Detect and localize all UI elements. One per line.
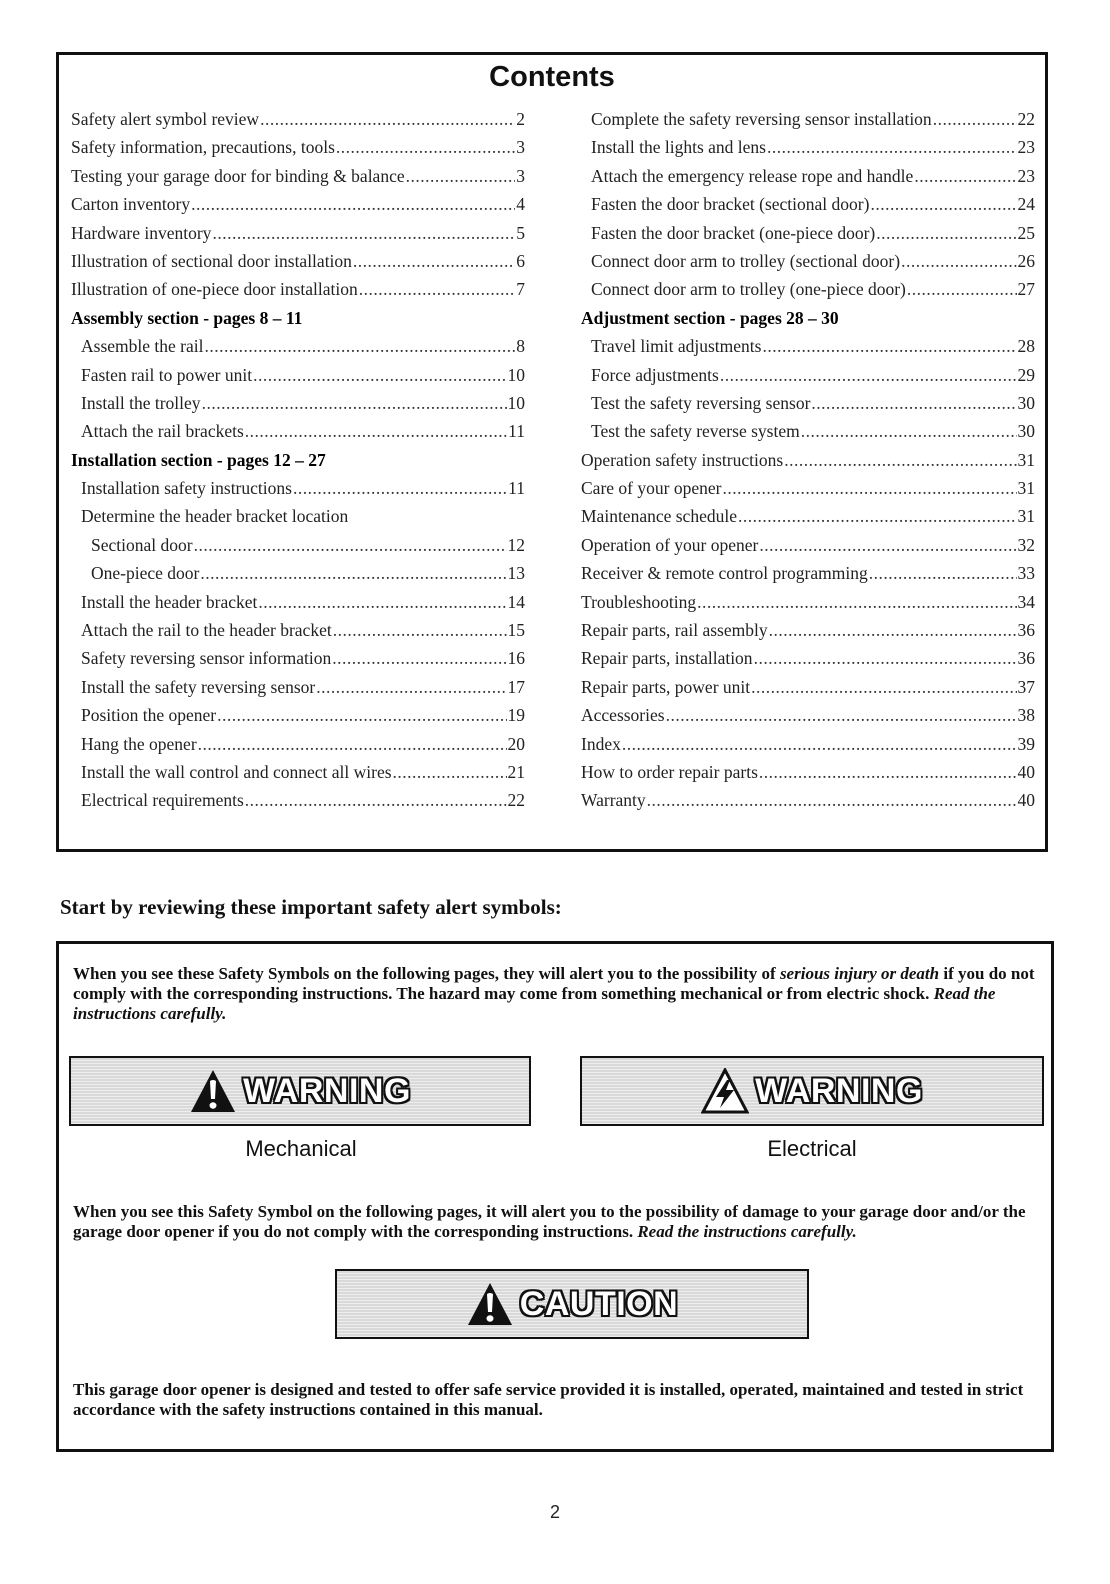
toc-entry: [71, 332, 525, 360]
toc-leader-dots: [901, 247, 1016, 275]
toc-leader-dots: [217, 701, 506, 729]
toc-entry-title: Accessories: [581, 705, 665, 726]
toc-leader-dots: [759, 531, 1016, 559]
toc-entry: [71, 786, 525, 814]
toc-leader-dots: [767, 133, 1017, 161]
toc-entry-title: Install the safety reversing sensor: [81, 676, 316, 697]
toc-leader-dots: [200, 559, 506, 587]
toc-entry-title: Install the wall control and connect all wires: [81, 761, 392, 782]
toc-entry: [71, 531, 525, 559]
toc-entry-page: 27: [1017, 279, 1035, 300]
alert-triangle-icon: [189, 1068, 237, 1114]
page-number: 2: [549, 1502, 560, 1522]
toc-entry-page: 25: [1017, 222, 1035, 243]
toc-entry: [581, 133, 1035, 161]
toc-entry-page: 10: [507, 392, 525, 413]
toc-leader-dots: [253, 361, 506, 389]
toc-leader-dots: [811, 389, 1016, 417]
toc-entry-page: 22: [507, 790, 525, 811]
toc-entry-title: Test the safety reversing sensor: [591, 392, 811, 413]
toc-entry-page: 13: [507, 563, 525, 584]
toc-entry-page: 21: [507, 761, 525, 782]
toc-leader-dots: [204, 332, 515, 360]
toc-entry-title: Illustration of sectional door installation: [71, 250, 352, 271]
toc-entry: [581, 559, 1035, 587]
toc-entry-title: Troubleshooting: [581, 591, 697, 612]
caution-intro-paragraph: When you see this Safety Symbol on the following pages, it will alert you to the possibility of damage to your garage door and/or the garage door opener if you do not comply with the corresponding instructions. Read the instructions carefully.: [73, 1202, 1026, 1241]
toc-leader-dots: [907, 275, 1017, 303]
toc-entry-page: 16: [507, 648, 525, 669]
toc-entry-title: Position the opener: [81, 705, 217, 726]
toc-leader-dots: [769, 616, 1017, 644]
toc-entry-title: Testing your garage door for binding & balance: [71, 165, 405, 186]
toc-entry-title: Safety reversing sensor information: [81, 648, 332, 669]
toc-entry: [71, 502, 525, 530]
toc-entry-title: Carton inventory: [71, 194, 191, 215]
toc-entry: [581, 190, 1035, 218]
toc-entry-title: Install the trolley: [81, 392, 201, 413]
toc-entry: [71, 559, 525, 587]
toc-entry: [581, 275, 1035, 303]
toc-leader-dots: [406, 162, 516, 190]
toc-entry-page: 22: [1017, 109, 1035, 129]
toc-entry-title: Install the lights and lens: [591, 137, 766, 158]
toc-leader-dots: [622, 730, 1017, 758]
toc-entry-title: Fasten rail to power unit: [81, 364, 253, 385]
toc-entry-title: Complete the safety reversing sensor installation: [591, 109, 932, 129]
toc-leader-dots: [333, 616, 507, 644]
toc-entry-title: Adjustment section - pages 28 – 30: [581, 307, 839, 328]
contents-left-column: [71, 105, 525, 815]
toc-entry: [581, 786, 1035, 814]
toc-entry: [581, 588, 1035, 616]
toc-section-heading: [581, 304, 1035, 332]
toc-entry-page: 17: [507, 676, 525, 697]
toc-entry-page: 31: [1017, 478, 1035, 499]
toc-entry: [581, 332, 1035, 360]
toc-leader-dots: [697, 588, 1016, 616]
toc-leader-dots: [393, 758, 507, 786]
toc-entry: [581, 361, 1035, 389]
toc-leader-dots: [762, 332, 1016, 360]
toc-entry: [71, 247, 525, 275]
toc-entry-title: Force adjustments: [591, 364, 719, 385]
toc-entry: [581, 446, 1035, 474]
toc-entry-title: Care of your opener: [581, 478, 722, 499]
toc-entry-page: 38: [1017, 705, 1035, 726]
toc-leader-dots: [260, 105, 515, 133]
warning-electrical-sign: [580, 1056, 1044, 1126]
toc-entry-page: 31: [1017, 449, 1035, 470]
toc-entry-title: Determine the header bracket location: [81, 506, 349, 527]
toc-leader-dots: [336, 133, 515, 161]
electrical-label: Electrical: [767, 1136, 857, 1161]
toc-entry-title: Assembly section - pages 8 – 11: [71, 307, 303, 328]
toc-leader-dots: [191, 190, 515, 218]
toc-entry-title: Attach the emergency release rope and handle: [591, 165, 914, 186]
safety-symbols-box: [56, 941, 1054, 1452]
toc-entry: [581, 616, 1035, 644]
toc-entry-page: 34: [1017, 591, 1035, 612]
toc-entry-title: Connect door arm to trolley (one-piece door): [591, 279, 906, 300]
toc-entry-title: Install the header bracket: [81, 591, 258, 612]
toc-entry-page: 40: [1017, 761, 1035, 782]
toc-leader-dots: [933, 105, 1017, 133]
mechanical-label: Mechanical: [245, 1136, 357, 1161]
toc-entry: [71, 474, 525, 502]
toc-entry: [581, 162, 1035, 190]
toc-entry: [581, 219, 1035, 247]
toc-entry-page: 36: [1017, 620, 1035, 641]
toc-entry-page: 4: [516, 194, 525, 215]
toc-entry-title: Installation safety instructions: [81, 478, 292, 499]
toc-leader-dots: [759, 758, 1017, 786]
toc-leader-dots: [801, 417, 1017, 445]
toc-leader-dots: [647, 786, 1017, 814]
toc-entry: [71, 190, 525, 218]
toc-entry-page: 26: [1017, 250, 1035, 271]
toc-entry-title: Hardware inventory: [71, 222, 212, 243]
toc-leader-dots: [245, 417, 507, 445]
toc-entry: [71, 275, 525, 303]
toc-entry-title: Travel limit adjustments: [591, 336, 762, 357]
toc-entry: [71, 758, 525, 786]
toc-leader-dots: [720, 361, 1017, 389]
caution-sign: [335, 1269, 809, 1339]
toc-entry: [581, 105, 1035, 133]
toc-entry: [71, 701, 525, 729]
caution-word: CAUTION: [519, 1284, 679, 1323]
toc-entry-page: 29: [1017, 364, 1035, 385]
toc-entry-title: Attach the rail brackets: [81, 421, 244, 442]
toc-leader-dots: [870, 190, 1016, 218]
toc-entry-title: One-piece door: [91, 563, 200, 584]
toc-entry: [71, 588, 525, 616]
toc-leader-dots: [722, 474, 1016, 502]
toc-entry: [71, 730, 525, 758]
toc-entry: [581, 417, 1035, 445]
toc-leader-dots: [869, 559, 1017, 587]
toc-entry-page: 30: [1017, 392, 1035, 413]
toc-entry-title: Attach the rail to the header bracket: [81, 620, 332, 641]
toc-entry-page: 37: [1017, 676, 1035, 697]
toc-entry: [71, 417, 525, 445]
toc-entry: [581, 389, 1035, 417]
toc-entry: [71, 673, 525, 701]
toc-entry-title: Assemble the rail: [81, 336, 204, 357]
electric-shock-icon: [701, 1068, 749, 1114]
toc-entry-title: Operation of your opener: [581, 534, 759, 555]
toc-entry: [71, 361, 525, 389]
safety-statement-paragraph: This garage door opener is designed and tested to offer safe service provided it is installed, operated, maintained and tested in strict accordance with the safety instructions contained in this manual.: [73, 1380, 1024, 1419]
toc-entry-page: 2: [516, 109, 525, 129]
toc-entry: [581, 701, 1035, 729]
toc-entry: [71, 616, 525, 644]
safety-heading: Start by reviewing these important safety alert symbols:: [60, 895, 562, 919]
toc-entry-page: 8: [516, 336, 525, 357]
toc-leader-dots: [202, 389, 507, 417]
toc-entry-page: 3: [516, 165, 525, 186]
toc-entry-title: Repair parts, installation: [581, 648, 753, 669]
toc-section-heading: [71, 304, 525, 332]
toc-entry: [71, 162, 525, 190]
safety-intro-paragraph: When you see these Safety Symbols on the following pages, they will alert you to the possibility of serious injury or death if you do not comply with the corresponding instructions. The hazard may come from something mechanical or from electric shock. Read the instructions carefully.: [73, 964, 1035, 1023]
toc-entry-title: Test the safety reverse system: [591, 421, 800, 442]
toc-leader-dots: [738, 502, 1017, 530]
toc-leader-dots: [353, 247, 515, 275]
toc-leader-dots: [332, 644, 506, 672]
warning-word: WARNING: [243, 1071, 411, 1110]
toc-entry-title: Electrical requirements: [81, 790, 244, 811]
toc-entry-page: 19: [507, 705, 525, 726]
toc-entry-page: 11: [508, 478, 525, 499]
toc-entry: [71, 644, 525, 672]
toc-leader-dots: [914, 162, 1016, 190]
toc-entry: [581, 474, 1035, 502]
contents-title: Contents: [489, 61, 615, 93]
toc-entry-title: Fasten the door bracket (one-piece door): [591, 222, 876, 243]
toc-leader-dots: [876, 219, 1016, 247]
toc-entry: [71, 133, 525, 161]
toc-entry-page: 23: [1017, 165, 1035, 186]
toc-entry: [581, 730, 1035, 758]
toc-entry: [581, 531, 1035, 559]
warning-mechanical-sign: [69, 1056, 531, 1126]
toc-entry-page: 11: [508, 421, 525, 442]
toc-leader-dots: [751, 673, 1016, 701]
alert-triangle-icon: [466, 1281, 514, 1327]
toc-leader-dots: [666, 701, 1017, 729]
toc-entry-title: Maintenance schedule: [581, 506, 737, 527]
toc-entry-page: 28: [1017, 336, 1035, 357]
toc-entry-page: 12: [507, 534, 525, 555]
toc-entry-title: Illustration of one-piece door installation: [71, 279, 358, 300]
toc-entry-title: Safety alert symbol review: [71, 109, 260, 129]
toc-entry-title: Index: [581, 733, 621, 754]
toc-leader-dots: [754, 644, 1017, 672]
toc-entry: [71, 389, 525, 417]
toc-leader-dots: [293, 474, 507, 502]
toc-entry-page: 31: [1017, 506, 1035, 527]
toc-entry-page: 23: [1017, 137, 1035, 158]
toc-entry: [71, 219, 525, 247]
toc-entry-title: Sectional door: [91, 534, 193, 555]
toc-entry-page: 7: [516, 279, 525, 300]
toc-entry: [581, 247, 1035, 275]
toc-section-heading: [71, 446, 525, 474]
toc-leader-dots: [245, 786, 507, 814]
toc-entry-page: 5: [516, 222, 525, 243]
toc-entry-title: Receiver & remote control programming: [581, 563, 868, 584]
toc-entry-title: Fasten the door bracket (sectional door): [591, 194, 870, 215]
toc-entry-page: 10: [507, 364, 525, 385]
toc-leader-dots: [784, 446, 1016, 474]
toc-entry-page: 40: [1017, 790, 1035, 811]
toc-entry: [581, 673, 1035, 701]
toc-entry-page: 14: [507, 591, 525, 612]
toc-entry-title: Repair parts, power unit: [581, 676, 751, 697]
toc-entry-page: 33: [1017, 563, 1035, 584]
toc-leader-dots: [194, 531, 507, 559]
toc-leader-dots: [359, 275, 516, 303]
toc-entry-title: Safety information, precautions, tools: [71, 137, 335, 158]
toc-entry: [581, 502, 1035, 530]
warning-word: WARNING: [755, 1071, 923, 1110]
toc-entry-page: 30: [1017, 421, 1035, 442]
toc-entry-title: How to order repair parts: [581, 761, 758, 782]
toc-entry-page: 36: [1017, 648, 1035, 669]
toc-entry: [581, 758, 1035, 786]
toc-entry-page: 3: [516, 137, 525, 158]
contents-box: [56, 52, 1048, 852]
toc-entry-page: 32: [1017, 534, 1035, 555]
toc-leader-dots: [212, 219, 515, 247]
contents-right-column: [581, 105, 1035, 815]
toc-leader-dots: [258, 588, 506, 616]
toc-entry-page: 15: [507, 620, 525, 641]
toc-entry-title: Repair parts, rail assembly: [581, 620, 768, 641]
toc-entry-title: Warranty: [581, 790, 646, 811]
toc-entry-page: 6: [516, 250, 525, 271]
toc-entry-page: 24: [1017, 194, 1035, 215]
toc-entry-title: Installation section - pages 12 – 27: [71, 449, 326, 470]
toc-leader-dots: [198, 730, 507, 758]
toc-leader-dots: [316, 673, 506, 701]
toc-entry-title: Connect door arm to trolley (sectional door): [591, 250, 901, 271]
toc-entry-page: 39: [1017, 733, 1035, 754]
toc-entry: [71, 105, 525, 133]
toc-entry-page: 20: [507, 733, 525, 754]
toc-entry-title: Operation safety instructions: [581, 449, 784, 470]
toc-entry-title: Hang the opener: [81, 733, 197, 754]
toc-entry: [581, 644, 1035, 672]
